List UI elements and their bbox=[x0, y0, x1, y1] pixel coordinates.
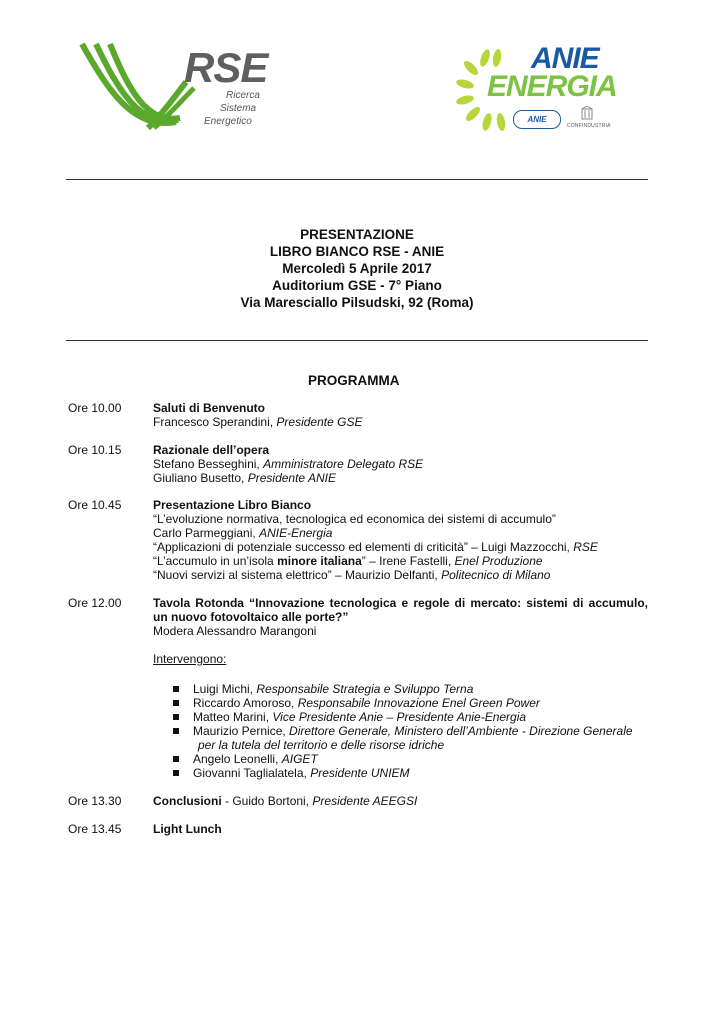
speaker-name: Giuliano Busetto, bbox=[153, 471, 248, 485]
panelist-item bbox=[173, 766, 410, 780]
panelist-role-line-2: per la tutela del territorio e delle risorse idriche bbox=[198, 738, 445, 752]
panelist-item bbox=[173, 696, 540, 710]
energia-wordmark: ENERGIA bbox=[487, 70, 617, 103]
session-title: Saluti di Benvenuto bbox=[153, 401, 266, 415]
moderator: Modera Alessandro Marangoni bbox=[153, 624, 317, 638]
session-conclusioni bbox=[153, 794, 648, 808]
panelist-item bbox=[173, 724, 633, 738]
anie-energia-logo bbox=[455, 40, 625, 135]
speaker-name: Francesco Sperandini, bbox=[153, 415, 277, 429]
anie-federazione-badge: ANIE bbox=[513, 110, 561, 129]
talk-text: “Applicazioni di potenziale successo ed elementi di criticità” – Luigi Mazzocchi, bbox=[153, 540, 574, 554]
panelist-name: Maurizio Pernice, bbox=[193, 724, 290, 738]
rse-subtitle-3: Energetico bbox=[204, 116, 252, 127]
session-title: Light Lunch bbox=[153, 822, 222, 836]
panelist-role: Vice Presidente Anie – Presidente Anie-Energia bbox=[272, 710, 527, 724]
panelist-role: Responsabile Strategia e Sviluppo Terna bbox=[256, 682, 474, 696]
panelist-item bbox=[173, 710, 526, 724]
rse-swoosh-icon bbox=[78, 40, 198, 132]
session-time: Ore 13.30 bbox=[68, 794, 122, 808]
talk-title: “L’evoluzione normativa, tecnologica ed economica dei sistemi di accumulo” bbox=[153, 512, 556, 526]
speaker-role: Presidente AEEGSI bbox=[312, 794, 418, 808]
session-title-line-1: Tavola Rotonda “Innovazione tecnologica e regole di mercato: sistemi di accumulo, bbox=[153, 596, 648, 610]
panel-label: Intervengono: bbox=[153, 652, 227, 666]
speaker-role: ANIE-Energia bbox=[259, 526, 333, 540]
session-saluti bbox=[153, 401, 648, 429]
session-razionale bbox=[153, 443, 648, 485]
panelist-role: Direttore Generale, Ministero dell’Ambiente - Direzione Generale bbox=[289, 724, 633, 738]
rse-subtitle-1: Ricerca bbox=[226, 90, 260, 101]
bullet-icon bbox=[173, 686, 179, 692]
session-time: Ore 10.00 bbox=[68, 401, 122, 415]
panelist-role: Presidente UNIEM bbox=[310, 766, 410, 780]
rse-wordmark: RSE bbox=[184, 44, 268, 91]
panelist-name: Giovanni Taglialatela, bbox=[193, 766, 311, 780]
panelist-name: Riccardo Amoroso, bbox=[193, 696, 298, 710]
confindustria-label: CONFINDUSTRIA bbox=[567, 123, 611, 129]
session-time: Ore 13.45 bbox=[68, 822, 122, 836]
anie-wordmark: ANIE bbox=[531, 42, 599, 75]
speaker-role: Amministratore Delegato RSE bbox=[263, 457, 424, 471]
speaker-role: RSE bbox=[573, 540, 598, 554]
session-time: Ore 10.45 bbox=[68, 498, 122, 512]
session-time: Ore 12.00 bbox=[68, 596, 122, 610]
header-line-2: LIBRO BIANCO RSE - ANIE bbox=[269, 244, 445, 259]
programma-heading: PROGRAMMA bbox=[308, 373, 400, 388]
session-title: Conclusioni bbox=[153, 794, 222, 808]
talk-text: “Nuovi servizi al sistema elettrico” – Maurizio Delfanti, bbox=[153, 568, 442, 582]
speaker-role: Politecnico di Milano bbox=[441, 568, 551, 582]
panelist-item bbox=[173, 682, 473, 696]
panelist-name: Angelo Leonelli, bbox=[193, 752, 282, 766]
header-line-1: PRESENTAZIONE bbox=[300, 227, 414, 242]
session-light-lunch bbox=[153, 822, 648, 836]
talk-text: “L’accumulo in un’isola bbox=[153, 554, 278, 568]
rse-logo bbox=[78, 40, 278, 130]
panelist-role: Responsabile Innovazione Enel Green Power bbox=[297, 696, 540, 710]
bullet-icon bbox=[173, 756, 179, 762]
divider-top bbox=[66, 179, 648, 180]
header-line-3: Mercoledì 5 Aprile 2017 bbox=[282, 261, 432, 276]
divider-bottom bbox=[66, 340, 648, 341]
bullet-icon bbox=[173, 770, 179, 776]
header-line-5: Via Maresciallo Pilsudski, 92 (Roma) bbox=[240, 295, 474, 310]
speaker-name: Carlo Parmeggiani, bbox=[153, 526, 260, 540]
session-tavola-rotonda bbox=[153, 596, 648, 666]
speaker-role: Presidente GSE bbox=[276, 415, 363, 429]
talk-text: ” – Irene Fastelli, bbox=[361, 554, 455, 568]
speaker-role: Enel Produzione bbox=[454, 554, 543, 568]
header-line-4: Auditorium GSE - 7° Piano bbox=[272, 278, 442, 293]
bullet-icon bbox=[173, 728, 179, 734]
event-header bbox=[66, 226, 648, 311]
rse-subtitle-2: Sistema bbox=[220, 103, 257, 114]
bullet-icon bbox=[173, 700, 179, 706]
speaker-name: - Guido Bortoni, bbox=[221, 794, 313, 808]
confindustria-emblem-icon bbox=[581, 106, 593, 120]
panelist-name: Luigi Michi, bbox=[193, 682, 257, 696]
speaker-name: Stefano Besseghini, bbox=[153, 457, 264, 471]
session-presentazione bbox=[153, 498, 648, 582]
talk-text-bold: minore italiana bbox=[277, 554, 362, 568]
confindustria-mark bbox=[567, 106, 611, 129]
panelist-item bbox=[173, 752, 318, 766]
panelist-role-continued bbox=[198, 738, 444, 752]
session-title-line-2: un nuovo fotovoltaico alle porte?” bbox=[153, 610, 349, 624]
speaker-role: Presidente ANIE bbox=[247, 471, 336, 485]
session-title: Presentazione Libro Bianco bbox=[153, 498, 312, 512]
panelist-role: AIGET bbox=[281, 752, 318, 766]
session-title: Razionale dell’opera bbox=[153, 443, 270, 457]
session-time: Ore 10.15 bbox=[68, 443, 122, 457]
bullet-icon bbox=[173, 714, 179, 720]
panelist-name: Matteo Marini, bbox=[193, 710, 273, 724]
